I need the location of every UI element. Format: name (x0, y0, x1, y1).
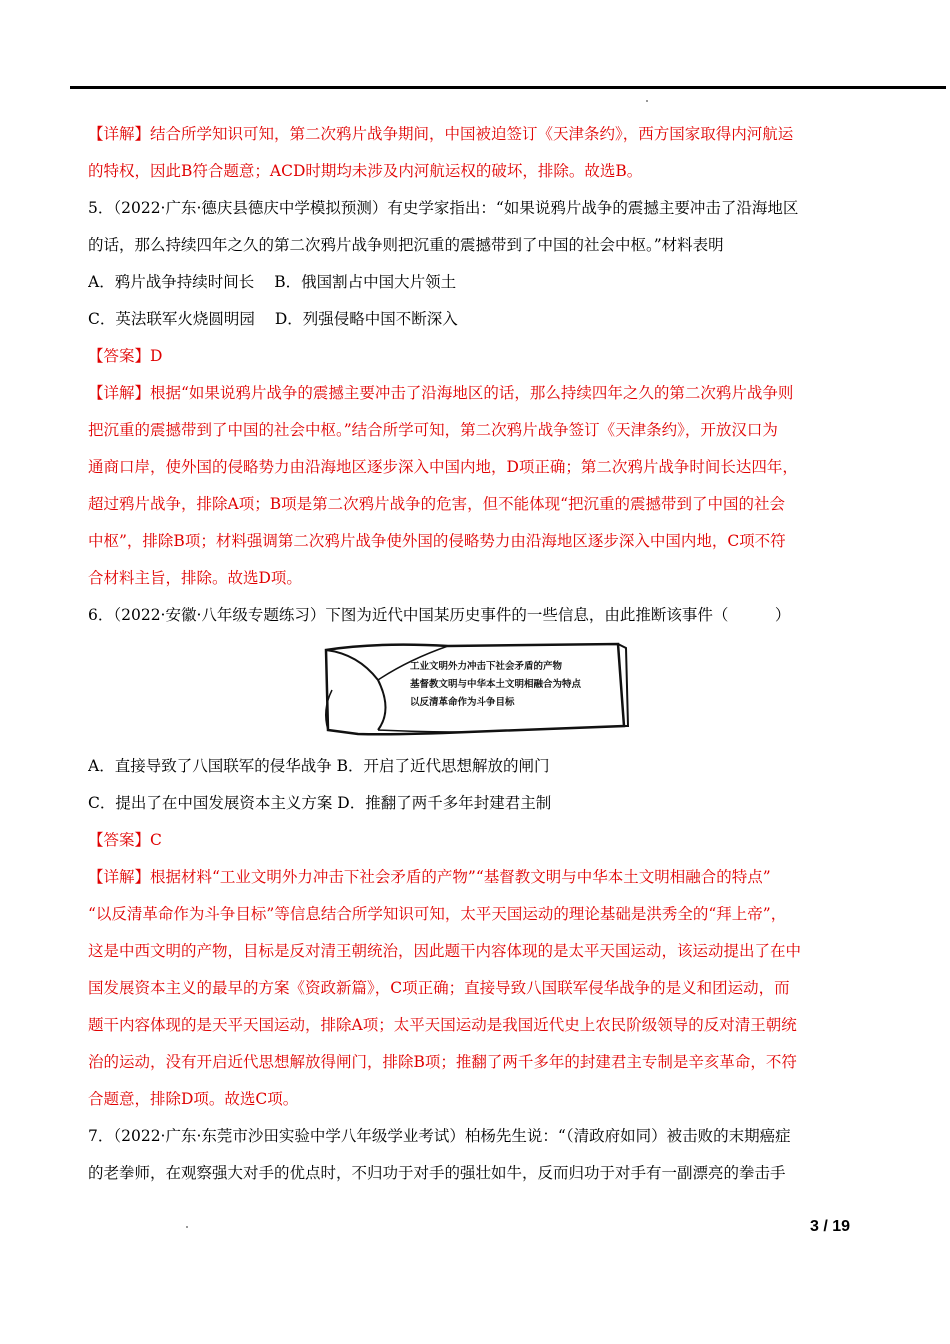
header-rule (70, 86, 946, 89)
speck (186, 1226, 188, 1228)
q6-explanation-line: 国发展资本主义的最早的方案《资政新篇》，C项正确；直接导致八国联军侵华战争的是义和团运动，而 (88, 979, 790, 997)
q5-stem-line: 5．（2022·广东·德庆县德庆中学模拟预测）有史学家指出：“如果说鸦片战争的震撼主要冲击了沿海地区 (88, 199, 799, 217)
q6-explanation-line: 这是中西文明的产物，目标是反对清王朝统治，因此题干内容体现的是太平天国运动，该运动提出了在中 (88, 942, 802, 960)
q5-explanation-line: 通商口岸，使外国的侵略势力由沿海地区逐步深入中国内地，D项正确；第二次鸦片战争时间长达四年， (88, 458, 798, 476)
scroll-line: 以反清革命作为斗争目标 (410, 697, 515, 708)
q6-options-row[interactable]: A．直接导致了八国联军的侵华战争 B．开启了近代思想解放的闸门 (88, 757, 550, 775)
page-content (88, 116, 862, 1192)
q7-stem-line: 的老拳师，在观察强大对手的优点时，不归功于对手的强壮如牛，反而归功于对手有一副漂亮的拳击手 (88, 1164, 786, 1182)
q6-options-row[interactable]: C．提出了在中国发展资本主义方案 D．推翻了两千多年封建君主制 (88, 794, 552, 812)
q6-explanation-line: 合题意，排除D项。故选C项。 (88, 1090, 299, 1108)
q6-explanation-line: 【详解】根据材料“工业文明外力冲击下社会矛盾的产物”“基督教文明与中华本土文明相融合的特点” (88, 868, 771, 886)
q5-explanation-line: 【详解】根据“如果说鸦片战争的震撼主要冲击了沿海地区的话，那么持续四年之久的第二次鸦片战争则 (88, 384, 794, 402)
q5-option-c[interactable]: C．英法联军火烧圆明园 (88, 310, 255, 328)
scroll-text (410, 658, 630, 712)
q5-explanation-line: 中枢”，排除B项；材料强调第二次鸦片战争使外国的侵略势力由沿海地区逐步深入中国内地，C项不符 (88, 532, 786, 550)
q4-explanation-line: 的特权，因此B符合题意；ACD时期均未涉及内河航运权的破坏，排除。故选B。 (88, 162, 643, 180)
scroll-illustration (318, 640, 633, 736)
q6-explanation-line: 题干内容体现的是天平天国运动，排除A项；太平天国运动是我国近代史上农民阶级领导的反对清王朝统 (88, 1016, 797, 1034)
q5-option-a[interactable]: A．鸦片战争持续时间长 (88, 273, 255, 291)
q5-explanation-line: 合材料主旨，排除。故选D项。 (88, 569, 302, 587)
q5-option-b[interactable]: B．俄国割占中国大片领土 (274, 273, 457, 291)
speck (646, 100, 648, 102)
q6-explanation-line: 治的运动，没有开启近代思想解放得闸门，排除B项；推翻了两千多年的封建君主专制是辛亥革命，不符 (88, 1053, 797, 1071)
scroll-line: 基督教文明与中华本土文明相融合为特点 (410, 679, 582, 690)
q6-answer: 【答案】C (88, 831, 162, 849)
q5-options-row (88, 264, 862, 301)
page-number: 3 / 19 (810, 1218, 851, 1235)
scroll-line: 工业文明外力冲击下社会矛盾的产物 (410, 661, 563, 672)
q5-explanation-line: 把沉重的震撼带到了中国的社会中枢。”结合所学可知，第二次鸦片战争签订《天津条约》，开放汉口为 (88, 421, 778, 439)
q5-explanation-line: 超过鸦片战争，排除A项；B项是第二次鸦片战争的危害，但不能体现“把沉重的震撼带到了中国的社会 (88, 495, 786, 513)
q6-stem: 6．（2022·安徽·八年级专题练习）下图为近代中国某历史事件的一些信息，由此推断该事件（ ） (88, 606, 791, 624)
q6-explanation-line: “以反清革命作为斗争目标”等信息结合所学知识可知，太平天国运动的理论基础是洪秀全的“拜上帝”， (88, 905, 787, 923)
q5-answer: 【答案】D (88, 347, 163, 365)
q7-stem-line: 7．（2022·广东·东莞市沙田实验中学八年级学业考试）柏杨先生说：“（清政府如同）被击败的末期癌症 (88, 1127, 791, 1145)
q5-options-row (88, 301, 862, 338)
q5-option-d[interactable]: D．列强侵略中国不断深入 (274, 310, 458, 328)
q5-stem-line: 的话，那么持续四年之久的第二次鸦片战争则把沉重的震撼带到了中国的社会中枢。”材料表明 (88, 236, 724, 254)
q6-figure (88, 636, 862, 748)
q4-explanation-line: 【详解】结合所学知识可知，第二次鸦片战争期间，中国被迫签订《天津条约》，西方国家取得内河航运 (88, 125, 794, 143)
